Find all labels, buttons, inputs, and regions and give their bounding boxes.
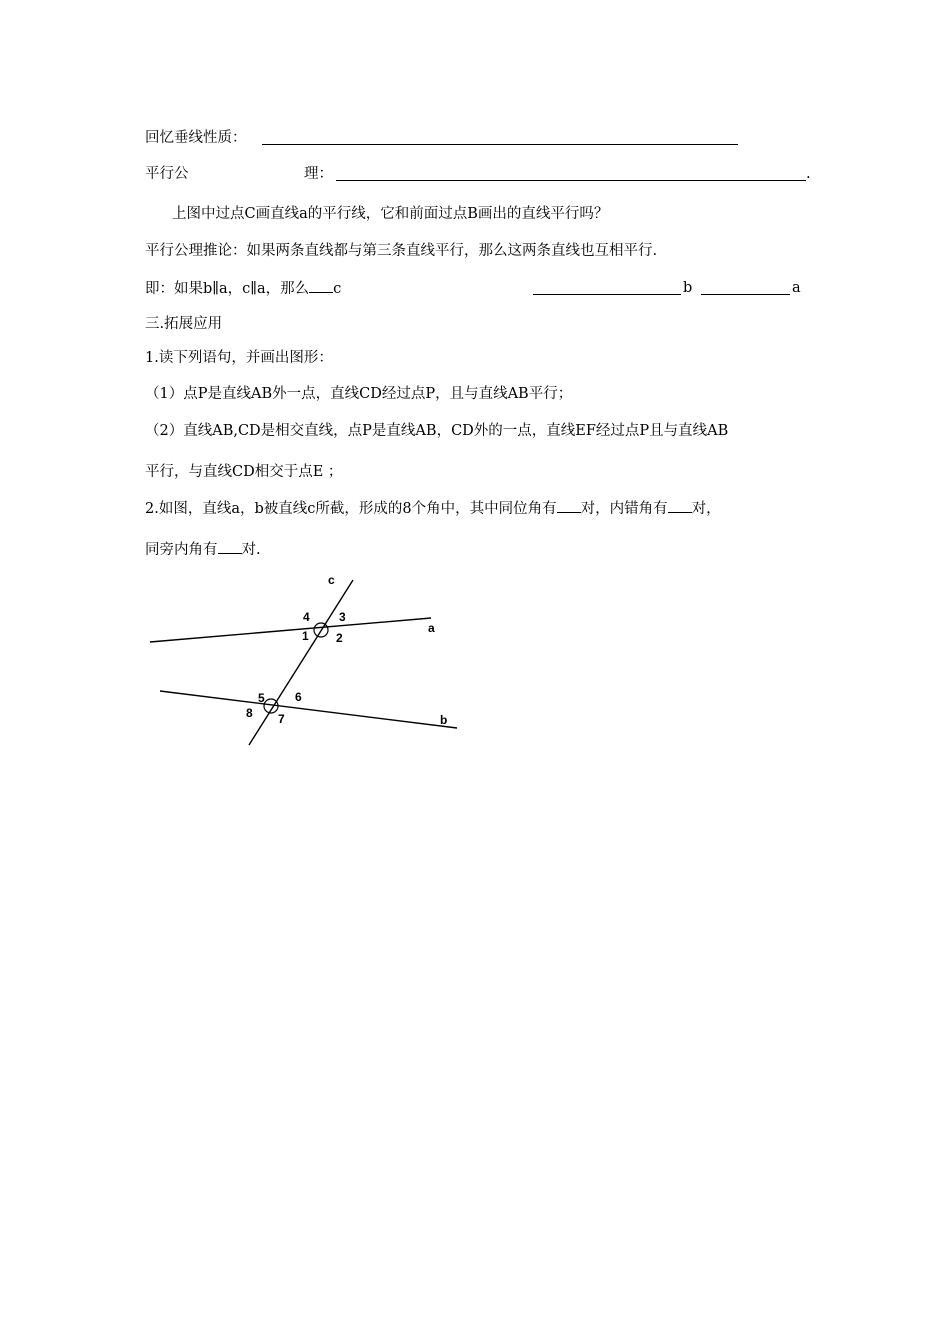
label-b: b [440, 713, 448, 727]
angle-5: 5 [258, 691, 265, 705]
parallel-axiom-label-a: 平行公 [145, 166, 189, 182]
angle-8: 8 [246, 706, 253, 720]
parallel-axiom-blank[interactable] [336, 164, 806, 181]
angle-3: 3 [339, 610, 346, 624]
q1-item2-line1: （2）直线AB,CD是相交直线，点P是直线AB，CD外的一点，直线EF经过点P且与直线AB [145, 423, 729, 439]
corollary-text: 平行公理推论：如果两条直线都与第三条直线平行，那么这两条直线也互相平行. [145, 243, 658, 259]
that-is-blank-1[interactable] [309, 278, 333, 293]
that-is-b: b [683, 280, 693, 296]
that-is-a: a [792, 280, 801, 296]
transversal-figure [140, 570, 470, 755]
q2-part4: 同旁内角有 [145, 542, 218, 558]
q2-blank-alternate[interactable] [668, 498, 692, 513]
q2-blank-corresponding[interactable] [557, 498, 581, 513]
recall-label: 回忆垂线性质： [145, 130, 247, 146]
that-is-line [145, 278, 341, 299]
q2-part2: 对，内错角有 [580, 501, 668, 517]
q2-part1: 2.如图，直线a，b被直线c所截，形成的8个角中，其中同位角有 [145, 501, 557, 517]
question-text: 上图中过点C画直线a的平行线，它和前面过点B画出的直线平行吗？ [172, 206, 609, 222]
angle-7: 7 [278, 712, 285, 726]
q1-item2-line2: 平行，与直线CD相交于点E ； [145, 464, 343, 480]
label-c: c [328, 573, 335, 587]
parallel-axiom-end: . [806, 166, 811, 182]
angle-1: 1 [302, 629, 309, 643]
angle-2: 2 [336, 631, 343, 645]
q2-part5: 对. [241, 542, 261, 558]
q2-part3: 对， [691, 501, 721, 517]
recall-blank[interactable] [262, 128, 738, 145]
q2-blank-same-side[interactable] [218, 539, 242, 554]
q1-item1: （1）点P是直线AB外一点，直线CD经过点P，且与直线AB平行； [145, 386, 573, 402]
q2-line1 [145, 498, 721, 519]
that-is-c: c [333, 281, 342, 297]
parallel-axiom-label-b: 理： [304, 166, 333, 182]
that-is-blank-2[interactable] [533, 278, 681, 295]
that-is-prefix: 即：如果b∥a，c∥a，那么 [145, 281, 310, 297]
q2-line2 [145, 539, 261, 560]
angle-6: 6 [295, 690, 302, 704]
angle-4: 4 [303, 610, 310, 624]
q1-title: 1.读下列语句，并画出图形： [145, 350, 333, 366]
line-b [160, 691, 457, 728]
line-c [249, 580, 353, 745]
line-a [150, 618, 431, 642]
recall-line [145, 128, 247, 148]
section-heading: 三.拓展应用 [145, 316, 223, 332]
that-is-blank-3[interactable] [701, 278, 790, 295]
label-a: a [428, 621, 435, 635]
